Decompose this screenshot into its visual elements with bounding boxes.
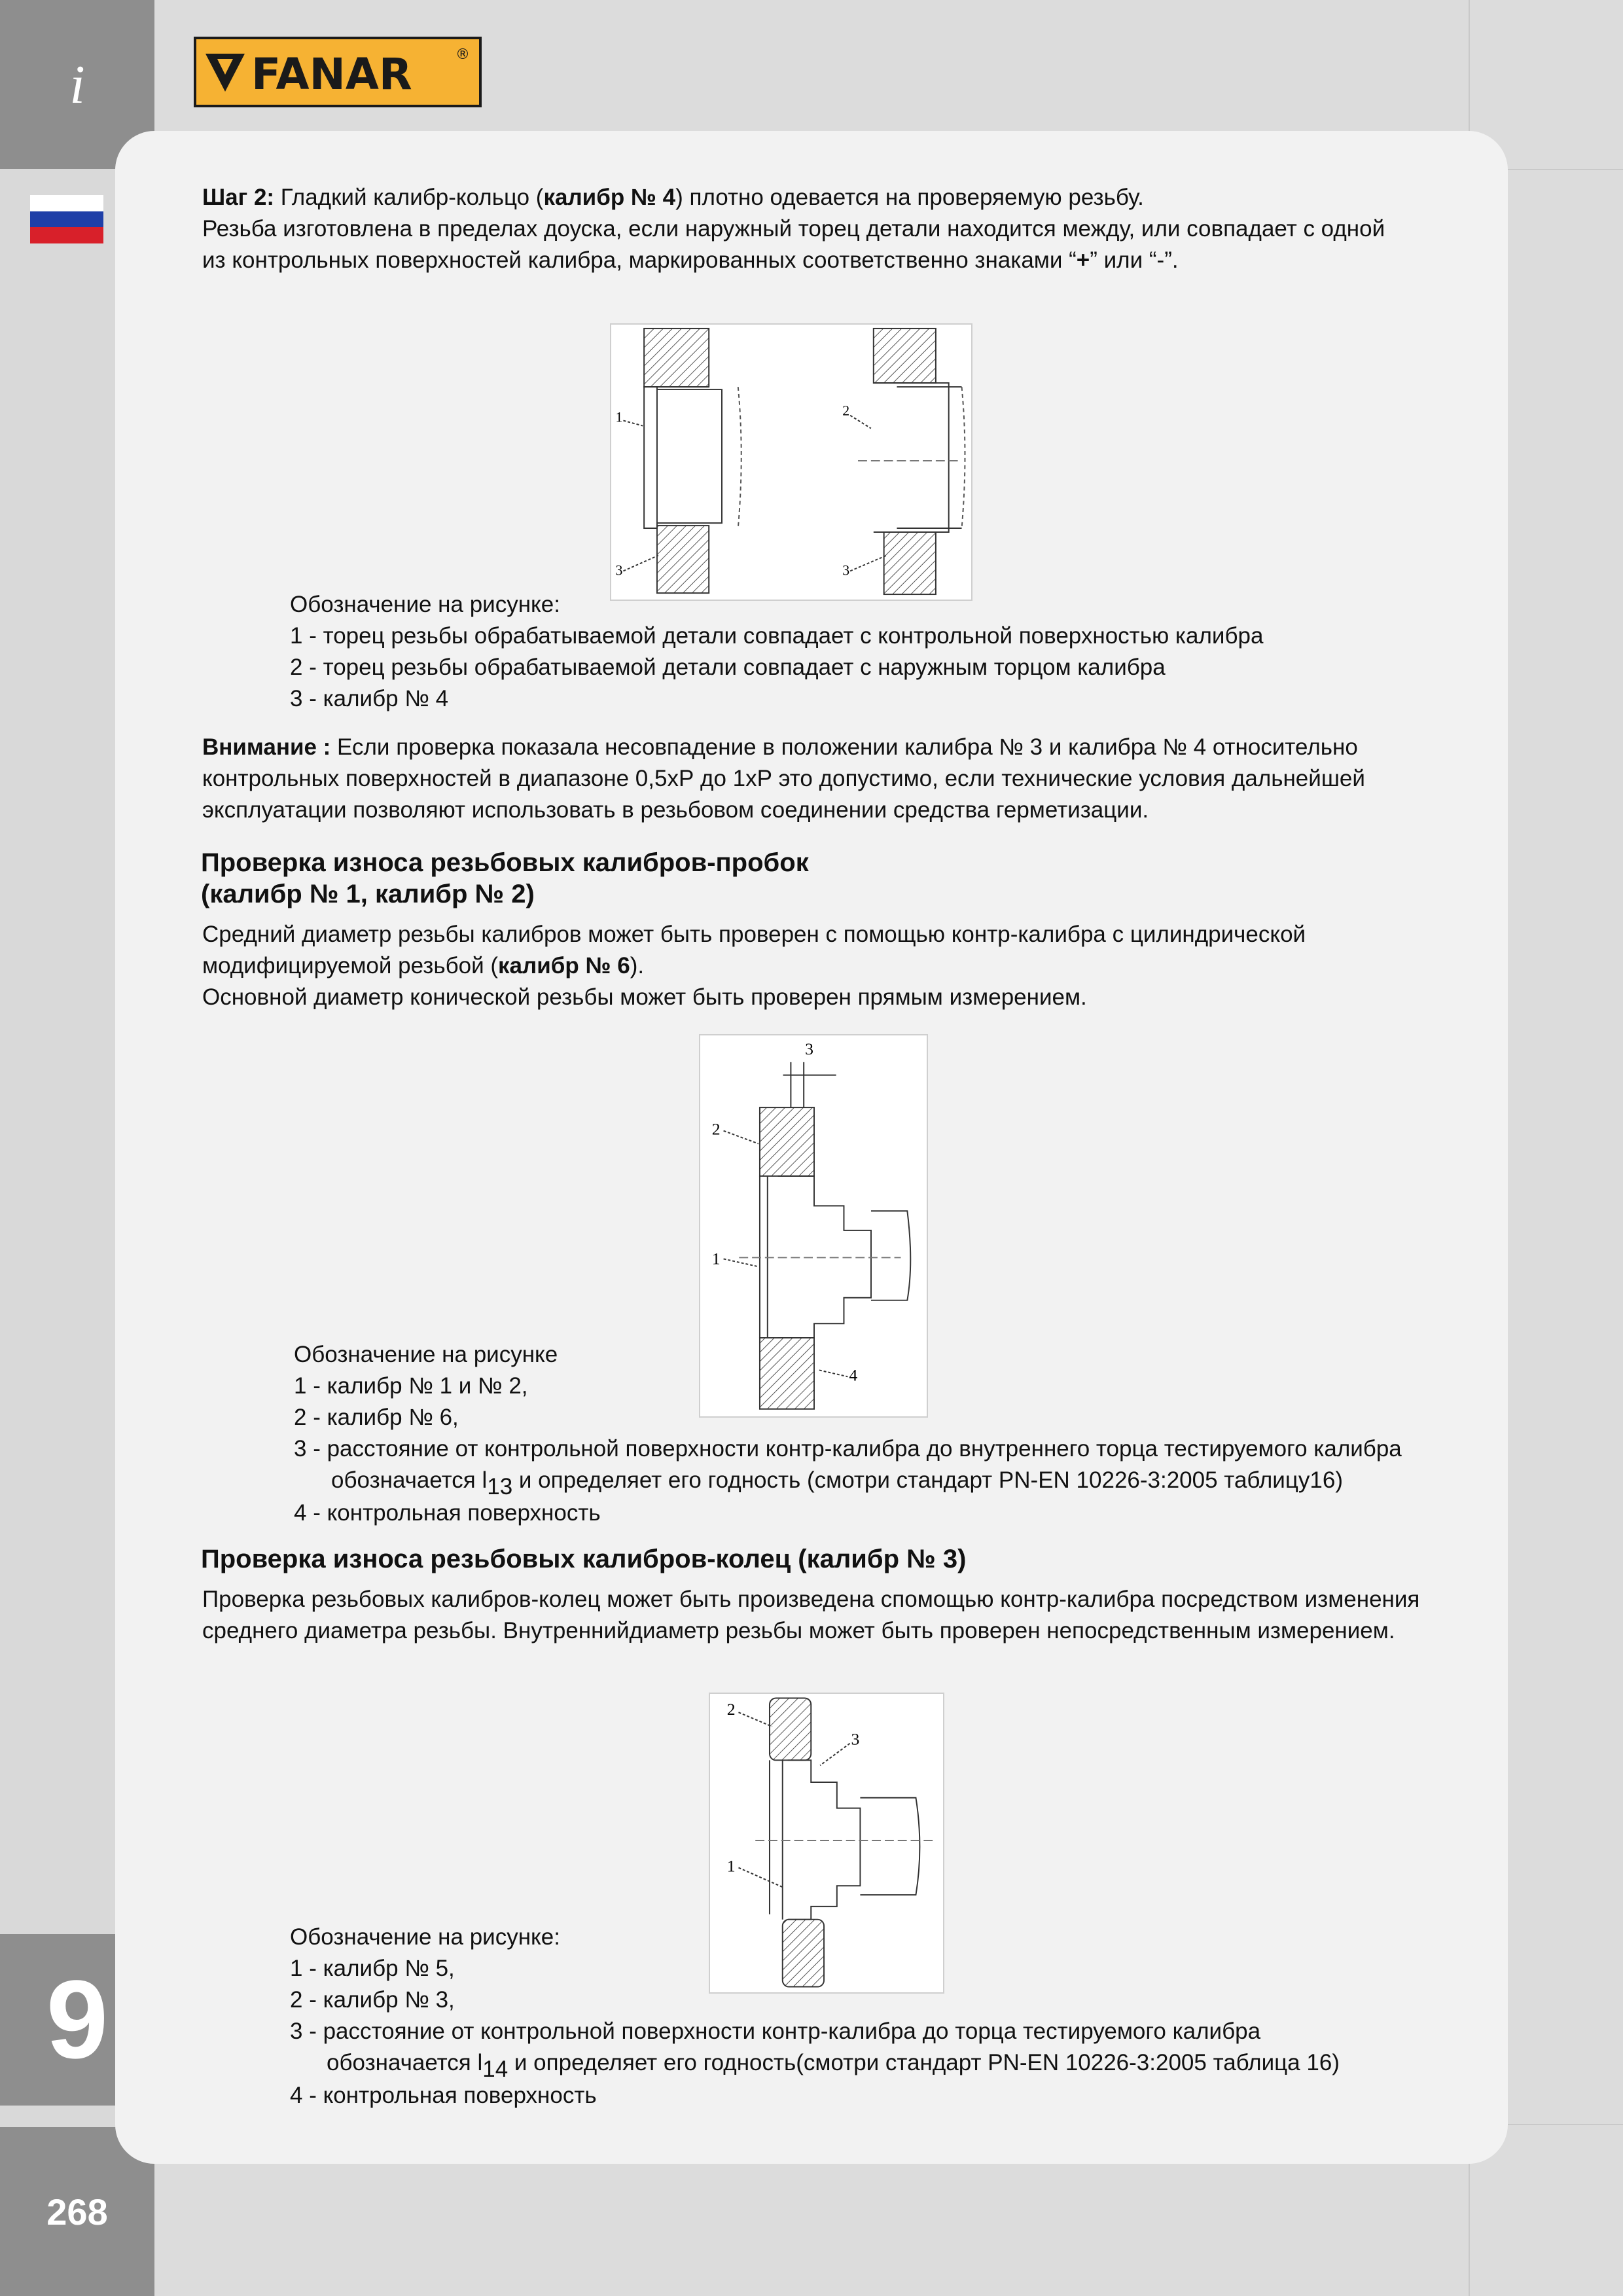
plug-para-line1: Средний диаметр резьбы калибров может быть проверен с помощью контр-калибра с цилиндрической xyxy=(202,922,1306,947)
fig1-label-2: 2 xyxy=(842,403,850,419)
fig3-label-1: 1 xyxy=(726,1856,736,1876)
plug-gauge-figure xyxy=(699,1034,928,1418)
fig3-legend-item-3: 3 - расстояние от контрольной поверхности контр-калибра до торца тестируемого калибра xyxy=(290,2018,1261,2044)
fig3-legend-item-4: 4 - контрольная поверхность xyxy=(290,2083,597,2108)
fig1-legend-item-3: 3 - калибр № 4 xyxy=(290,686,449,711)
ring-gauge-heading: Проверка износа резьбовых калибров-колец (калибр № 3) xyxy=(201,1545,967,1573)
chapter-number: 9 xyxy=(0,1934,154,2106)
attention-line2: контрольных поверхностей в диапазоне 0,5хР до 1хР это допустимо, если технические условия дальнейшей xyxy=(202,766,1365,791)
fig1-legend-item-2: 2 - торец резьбы обрабатываемой детали совпадает с наружным торцом калибра xyxy=(290,655,1166,680)
fig2-label-2: 2 xyxy=(711,1119,721,1139)
fig2-legend-item-2: 2 - калибр № 6, xyxy=(294,1405,459,1430)
fig1-legend-item-1: 1 - торец резьбы обрабатываемой детали совпадает с контрольной поверхностью калибра xyxy=(290,623,1264,649)
fig3-legend-item-1: 1 - калибр № 5, xyxy=(290,1956,455,1981)
step2-line3: из контрольных поверхностей калибра, маркированных соответственно знаками “+” или “-”. xyxy=(202,247,1179,273)
fanar-logo-mark xyxy=(196,39,479,105)
fig3-label-3: 3 xyxy=(851,1729,860,1749)
ring-gauge-figure xyxy=(610,323,972,601)
ring-para-line1: Проверка резьбовых калибров-колец может быть произведена спомощью контр-калибра посредством изменения xyxy=(202,1587,1420,1612)
page-number: 268 xyxy=(0,2127,154,2296)
fig2-legend-item-3: 3 - расстояние от контрольной поверхности контр-калибра до внутреннего торца тестируемого калибра xyxy=(294,1436,1402,1462)
fig1-label-3a: 3 xyxy=(615,562,623,579)
fig3-legend-item-3b: обозначается l14 и определяет его годность(смотри стандарт PN-EN 10226-3:2005 таблица 16) xyxy=(327,2050,1340,2082)
fig2-label-1: 1 xyxy=(711,1249,721,1268)
plug-para-line3: Основной диаметр конической резьбы может быть проверен прямым измерением. xyxy=(202,984,1087,1010)
step2-line2: Резьба изготовлена в пределах доуска, если наружный торец детали находится между, или совпадает с одной xyxy=(202,216,1385,242)
russian-flag-icon xyxy=(30,195,103,243)
fig1-label-3b: 3 xyxy=(842,562,850,579)
fig2-legend-item-3b: обозначается l13 и определяет его годность (смотри стандарт PN-EN 10226-3:2005 таблицу16) xyxy=(331,1467,1343,1499)
fig2-legend-item-1: 1 - калибр № 1 и № 2, xyxy=(294,1373,528,1399)
fig2-label-4: 4 xyxy=(849,1365,858,1385)
attention-line3: эксплуатации позволяют использовать в резьбовом соединении средства герметизации. xyxy=(202,797,1149,823)
step2-line: Шаг 2: Гладкий калибр-кольцо (калибр № 4) плотно одевается на проверяемую резьбу. xyxy=(202,185,1144,210)
fig3-legend-item-2: 2 - калибр № 3, xyxy=(290,1987,455,2013)
fig1-label-1: 1 xyxy=(615,409,623,425)
attention-line1: Внимание : Если проверка показала несовпадение в положении калибра № 3 и калибра № 4 относительно xyxy=(202,734,1358,760)
plug-para-line2: модифицируемой резьбой (калибр № 6). xyxy=(202,953,645,978)
plug-gauge-heading: Проверка износа резьбовых калибров-пробок xyxy=(201,848,809,877)
plug-gauge-heading-sub: (калибр № 1, калибр № 2) xyxy=(201,880,535,908)
fig1-legend-title: Обозначение на рисунке: xyxy=(290,592,560,617)
fig2-legend-title: Обозначение на рисунке xyxy=(294,1342,558,1367)
info-icon: i xyxy=(0,0,154,169)
fig3-legend-title: Обозначение на рисунке: xyxy=(290,1924,560,1950)
ring-thread-gauge-figure xyxy=(709,1693,944,1994)
logo-registered: ® xyxy=(455,46,470,63)
fig3-label-2: 2 xyxy=(726,1700,736,1719)
fig2-label-3: 3 xyxy=(805,1039,813,1059)
ring-para-line2: среднего диаметра резьбы. Внутреннийдиаметр резьбы может быть проверен непосредственным измерением. xyxy=(202,1618,1395,1643)
fanar-logo xyxy=(194,37,482,107)
fig2-legend-item-4: 4 - контрольная поверхность xyxy=(294,1500,601,1526)
logo-text: FANAR xyxy=(251,49,412,99)
